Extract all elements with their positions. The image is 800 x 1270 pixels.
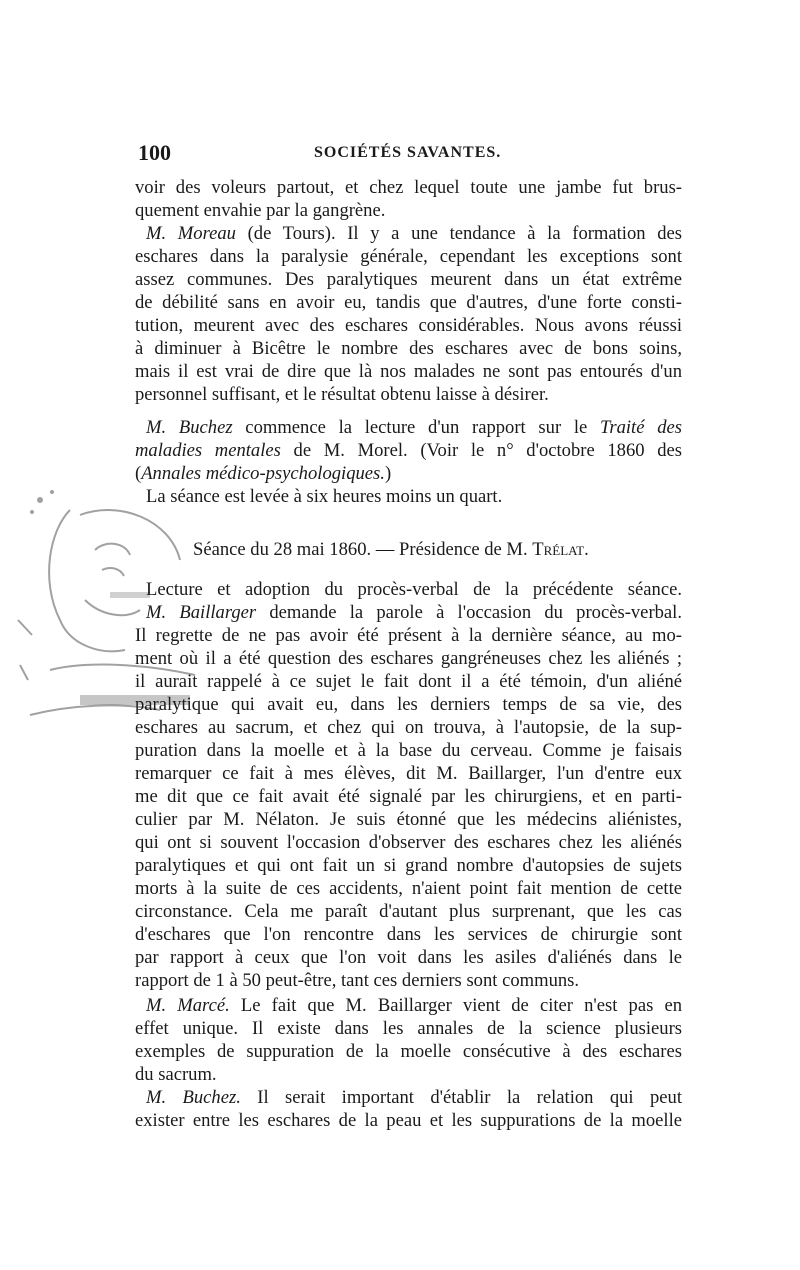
text-line: par rapport à ceux que l'on voit dans les asiles d'aliénés dans le (135, 947, 682, 968)
text-line: morts à la suite de ces accidents, n'aient point fait mention de cette (135, 878, 682, 899)
text-line: paralytiques et qui ont fait un si grand nombre d'autopsies de sujets (135, 855, 682, 876)
text-line: M. Buchez commence la lecture d'un rapport sur le Traité des (146, 417, 682, 438)
text-line: il aurait rappelé à ce sujet le fait dont il a été témoin, d'un aliéné (135, 671, 682, 692)
text-line: du sacrum. (135, 1064, 217, 1085)
text-line: M. Marcé. Le fait que M. Baillarger vient de citer n'est pas en (146, 995, 682, 1016)
text-line: ment où il a été question des eschares gangréneuses chez les aliénés ; (135, 648, 682, 669)
text-line: Il regrette de ne pas avoir été présent à la dernière séance, au mo- (135, 625, 682, 646)
text-line: personnel suffisant, et le résultat obtenu laisse à désirer. (135, 384, 549, 405)
text-line: (Annales médico-psychologiques.) (135, 463, 392, 484)
text-line: de débilité sans en avoir eu, tandis que d'autres, d'une forte consti- (135, 292, 682, 313)
section-heading: Séance du 28 mai 1860. — Présidence de M. Trélat. (193, 539, 589, 560)
text-line: M. Baillarger demande la parole à l'occasion du procès-verbal. (146, 602, 682, 623)
text-line: me dit que ce fait avait été signalé par les chirurgiens, et en parti- (135, 786, 682, 807)
text-line: puration dans la moelle et à la base du cerveau. Comme je faisais (135, 740, 682, 761)
text-line: effet unique. Il existe dans les annales de la science plusieurs (135, 1018, 682, 1039)
text-line: voir des voleurs partout, et chez lequel toute une jambe fut brus- (135, 177, 682, 198)
text-line: M. Moreau (de Tours). Il y a une tendance à la formation des (146, 223, 683, 244)
text-line: culier par M. Nélaton. Je suis étonné que les médecins aliénistes, (135, 809, 682, 830)
text-line: quement envahie par la gangrène. (135, 200, 386, 221)
text-line: paralytique qui avait eu, dans les derniers temps de sa vie, des (135, 694, 682, 715)
text-line: mais il est vrai de dire que là nos malades ne sont pas entourés d'un (135, 361, 682, 382)
text-line: M. Buchez. Il serait important d'établir la relation qui peut (146, 1087, 682, 1108)
text-line: à diminuer à Bicêtre le nombre des eschares avec de bons soins, (135, 338, 682, 359)
text-line: exemples de suppuration de la moelle consécutive à des eschares (135, 1041, 682, 1062)
text-line: tution, meurent avec des eschares considérables. Nous avons réussi (135, 315, 682, 336)
text-line: assez communes. Des paralytiques meurent dans un état extrême (135, 269, 682, 290)
text-line: exister entre les eschares de la peau et les suppurations de la moelle (135, 1110, 682, 1131)
text-line: maladies mentales de M. Morel. (Voir le n° d'octobre 1860 des (135, 440, 682, 461)
text-line: eschares au sacrum, et chez qui on trouva, à l'autopsie, de la sup- (135, 717, 682, 738)
page-header (132, 140, 682, 170)
text-line: d'eschares que l'on rencontre dans les services de chirurgie sont (135, 924, 682, 945)
text-line: Lecture et adoption du procès-verbal de la précédente séance. (146, 579, 682, 600)
text-line: La séance est levée à six heures moins un quart. (146, 486, 503, 507)
text-line: remarquer ce fait à mes élèves, dit M. Baillarger, l'un d'entre eux (135, 763, 682, 784)
page-number: 100 (138, 140, 171, 165)
running-title: SOCIÉTÉS SAVANTES. (314, 144, 502, 161)
text-line: rapport de 1 à 50 peut-être, tant ces derniers sont communs. (135, 970, 580, 991)
text-line: qui ont si souvent l'occasion d'observer des eschares chez les aliénés (135, 832, 682, 853)
text-line: eschares dans la paralysie générale, cependant les exceptions sont (135, 246, 682, 267)
text-line: circonstance. Cela me paraît d'autant plus surprenant, que les cas (135, 901, 682, 922)
